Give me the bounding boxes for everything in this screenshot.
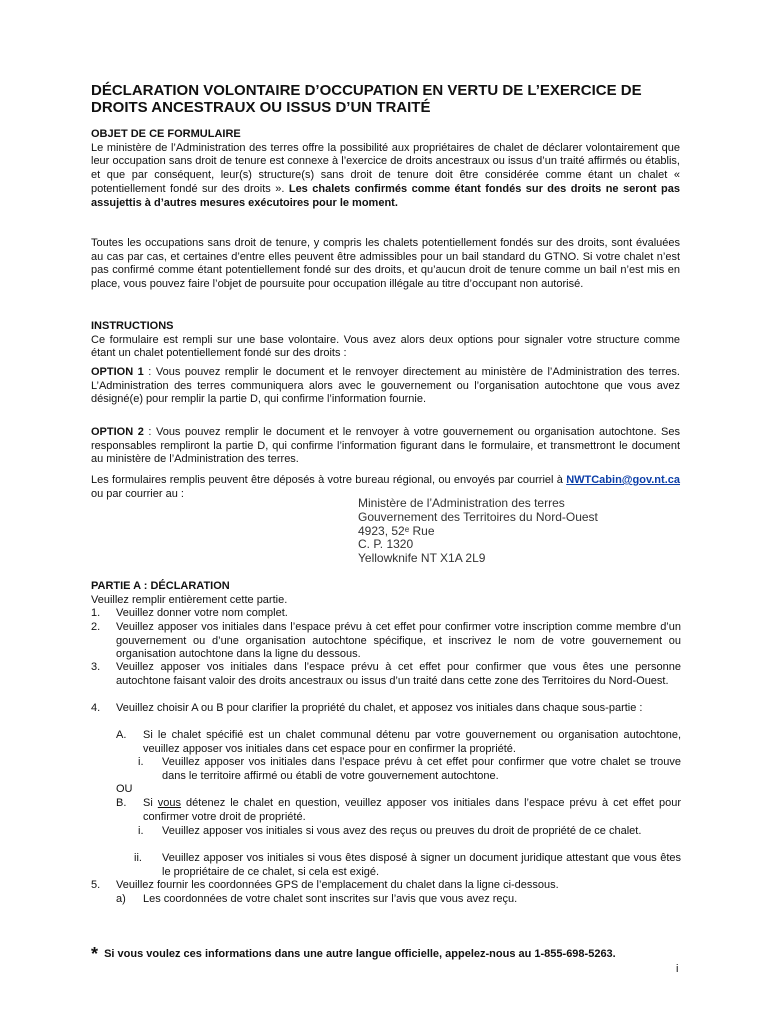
sub-roman: i. xyxy=(138,825,144,837)
option-2-label: OPTION 2 xyxy=(91,426,144,438)
instructions-heading: INSTRUCTIONS xyxy=(91,320,174,332)
b-pre: Si xyxy=(143,797,158,809)
sub-roman: i. xyxy=(138,756,144,768)
instructions-intro: Ce formulaire est rempli sur une base volontaire. Vous avez alors deux options pour signaler votre structure comme étant un chalet potentiellement fondé sur des droits : xyxy=(91,333,680,360)
b-text: détenez le chalet en question, veuillez apposer vos initiales dans l’espace prévu à cet effet pour confirmer votre droit de propriété. xyxy=(143,797,681,823)
address-line-5: Yellowknife NT X1A 2L9 xyxy=(358,551,486,566)
list-text: Veuillez choisir A ou B pour clarifier la propriété du chalet, et apposez vos initiales dans chaque sous-partie : xyxy=(116,702,643,714)
send-tail: ou par courrier au : xyxy=(91,487,184,500)
partie-a-heading: PARTIE A : DÉCLARATION xyxy=(91,580,230,592)
or-separator: OU xyxy=(116,783,133,795)
option-2 xyxy=(91,426,680,467)
objet-p1-text: Le ministère de l’Administration des terres offre la possibilité aux propriétaires de chalet de déclarer volontairement que leur occupation sans droit de tenure est connexe à l’exercice de droits ancestraux ou issus d’un traité affirmés ou établis, et que par conséquent, leur(s) structure(s) sans droit de tenure doit être considérée comme étant un chalet « potentiellement fondé sur des droits ». xyxy=(91,141,680,195)
partie-a-intro: Veuillez remplir entièrement cette partie. xyxy=(91,593,288,606)
list-number: 3. xyxy=(91,661,101,673)
sub-letter: A. xyxy=(116,729,127,741)
asterisk: * xyxy=(91,944,99,964)
list-text: Veuillez apposer vos initiales dans l’espace prévu à cet effet pour confirmer que vous êtes une personne autochtone faisant valoir des droits ancestraux ou issus d’un traité dans cette zone des Territoires du Nord-Ouest. xyxy=(116,661,681,687)
b-vous: vous xyxy=(157,797,182,809)
sub-roman: ii. xyxy=(134,852,142,864)
sub-text xyxy=(143,797,681,824)
page-number: i xyxy=(676,963,679,975)
email-link[interactable]: NWTCabin@gov.nt.ca xyxy=(566,474,680,486)
list-text: Veuillez apposer vos initiales dans l’espace prévu à cet effet pour confirmer votre inscription comme membre d’un gouvernement ou d’une organisation autochtone spécifique, et inscrivez le nom de votre gouvernement ou organisation autochtone dans la ligne du dessous. xyxy=(116,621,681,661)
objet-paragraph-1 xyxy=(91,142,680,211)
list-number: 2. xyxy=(91,621,101,633)
address-line-1: Ministère de l’Administration des terres xyxy=(358,496,565,510)
sub-text: Si le chalet spécifié est un chalet communal détenu par votre gouvernement ou organisation autochtone, veuillez apposer vos initiales dans cet espace pour en confirmer la propriété. xyxy=(143,729,681,755)
section-objet xyxy=(91,128,680,210)
sub-text: Veuillez apposer vos initiales dans l’espace prévu à cet effet pour confirmer que votre chalet se trouve dans le territoire affirmé ou établi de votre gouvernement autochtone. xyxy=(162,756,681,782)
sub-text: Les coordonnées de votre chalet sont inscrites sur l’avis que vous avez reçu. xyxy=(143,893,518,905)
footer-note xyxy=(91,944,691,965)
mailing-address xyxy=(358,497,598,566)
section-partie-a xyxy=(91,580,680,607)
option-1-text: : Vous pouvez remplir le document et le renvoyer directement au ministère de l’Administration des terres. L’Administration des terres communiquera alors avec le gouvernement ou l’organisation autochtone que vous avez désigné(e) pour remplir la partie D, qui confirme l’information fournie. xyxy=(91,366,680,406)
list-text: Veuillez fournir les coordonnées GPS de l’emplacement du chalet dans la ligne ci-dessous. xyxy=(116,879,559,891)
sub-letter: B. xyxy=(116,797,127,809)
address-line-2: Gouvernement des Territoires du Nord-Ouest xyxy=(358,509,598,524)
list-number: 5. xyxy=(91,879,101,891)
option-1 xyxy=(91,366,680,407)
footer-text: Si vous voulez ces informations dans une autre langue officielle, appelez-nous au 1-855-698-5263. xyxy=(104,948,616,960)
section-instructions xyxy=(91,320,680,361)
objet-heading: OBJET DE CE FORMULAIRE xyxy=(91,128,241,140)
send-text: Les formulaires remplis peuvent être déposés à votre bureau régional, ou envoyés par courriel à xyxy=(91,474,567,486)
option-1-label: OPTION 1 xyxy=(91,366,144,378)
objet-p1-bold: Les chalets confirmés comme étant fondés sur des droits ne seront pas assujettis à d’autres mesures exécutoires pour le moment. xyxy=(91,182,680,209)
address-line-4: C. P. 1320 xyxy=(358,537,414,552)
sub-text: Veuillez apposer vos initiales si vous avez des reçus ou preuves du droit de propriété de ce chalet. xyxy=(162,825,642,837)
list-number: 1. xyxy=(91,607,101,619)
list-number: 4. xyxy=(91,702,101,714)
sub-text: Veuillez apposer vos initiales si vous êtes disposé à signer un document juridique attestant que vous êtes le propriétaire de ce chalet, si cela est exigé. xyxy=(162,852,681,878)
address-line-3: 4923, 52ᵉ Rue xyxy=(358,523,435,538)
option-2-text: : Vous pouvez remplir le document et le renvoyer à votre gouvernement ou organisation autochtone. Ses responsables rempliront la partie D, qui confirme l’information figurant dans le formulaire, et transmettront le document au ministère de l’Administration des terres. xyxy=(91,426,680,466)
sub-letter: a) xyxy=(116,893,126,905)
list-text: Veuillez donner votre nom complet. xyxy=(116,607,288,619)
page-title: DÉCLARATION VOLONTAIRE D’OCCUPATION EN VERTU DE L’EXERCICE DE DROITS ANCESTRAUX OU ISSUS D’UN TRAITÉ xyxy=(91,82,642,116)
objet-paragraph-2: Toutes les occupations sans droit de tenure, y compris les chalets potentiellement fondés sur des droits, sont évaluées au cas par cas, et certaines d’entre elles peuvent être admissibles pour un bail standard du GTNO. Si votre chalet n’est pas confirmé comme étant potentiellement fondé sur des droits, et qu’aucun droit de tenure comme un bail n’est mis en place, vous pouvez faire l’objet de poursuite pour occupation illégale au titre d’occupant non autorisé. xyxy=(91,237,680,291)
